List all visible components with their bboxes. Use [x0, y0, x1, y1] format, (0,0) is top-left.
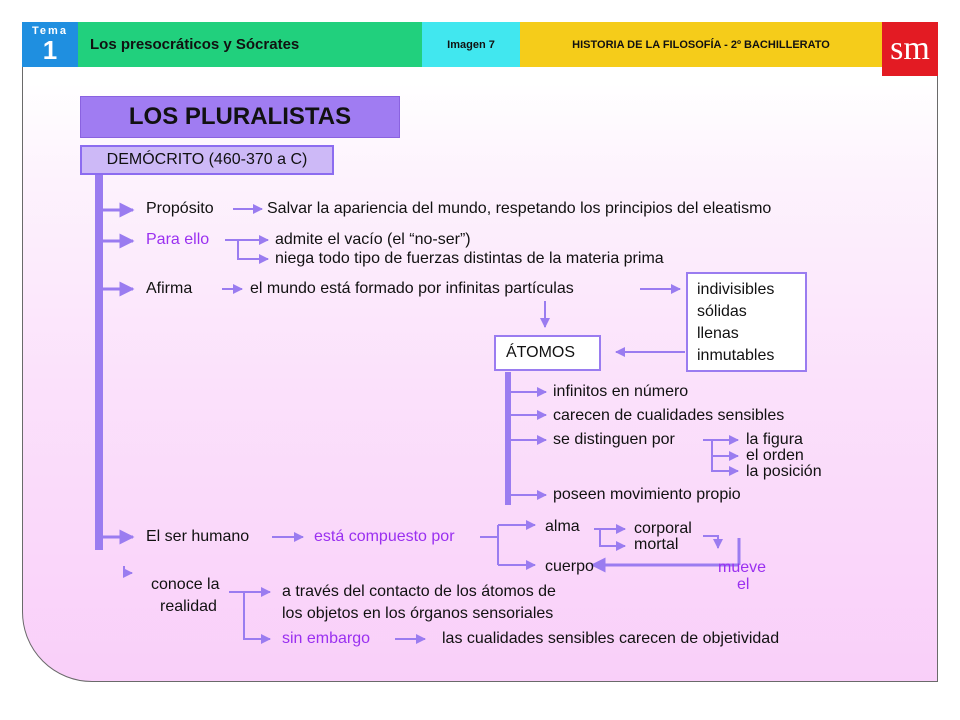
atomos-item-distinguen: se distinguen por [553, 431, 675, 448]
sin-embargo-label: sin embargo [282, 630, 371, 647]
cualidades-text: las cualidades sensibles carecen de objetividad [442, 630, 780, 647]
atomos-label: ÁTOMOS [506, 344, 576, 361]
mueve-el-label: el [737, 576, 750, 593]
traves-line2: los objetos en los órganos sensoriales [282, 605, 554, 622]
distinguen-figura: la figura [746, 431, 803, 448]
proposito-text: Salvar la apariencia del mundo, respetando los principios del eleatismo [267, 200, 772, 217]
atomos-item-poseen: poseen movimiento propio [553, 486, 741, 503]
header-imagen: Imagen 7 [422, 22, 520, 67]
cuerpo-label: cuerpo [545, 558, 594, 575]
corporal-label: corporal [634, 520, 692, 537]
subtitle-democrito: DEMÓCRITO (460-370 a C) [80, 145, 334, 175]
traves-line1: a través del contacto de los átomos de [282, 583, 556, 600]
compuesto-label: está compuesto por [314, 528, 455, 545]
proposito-label: Propósito [146, 200, 214, 217]
conoce-line1: conoce la [151, 576, 220, 593]
afirma-text: el mundo está formado por infinitas partículas [250, 280, 574, 297]
header-title: Los presocráticos y Sócrates [78, 22, 422, 67]
alma-label: alma [545, 518, 580, 535]
mortal-label: mortal [634, 536, 679, 553]
ser-humano-label: El ser humano [146, 528, 250, 545]
tema-number: 1 [42, 35, 58, 65]
property-item: inmutables [697, 347, 775, 364]
para-ello-vacio: admite el vacío (el “no-ser”) [275, 231, 471, 248]
para-ello-fuerzas: niega todo tipo de fuerzas distintas de la materia prima [275, 250, 664, 267]
main-title: LOS PLURALISTAS [80, 96, 400, 138]
para-ello-label: Para ello [146, 231, 210, 248]
tema-label: Tema [32, 25, 68, 37]
afirma-label: Afirma [146, 280, 193, 297]
atomos-item-infinitos: infinitos en número [553, 383, 689, 400]
atomos-item-carecen: carecen de cualidades sensibles [553, 407, 785, 424]
conoce-line2: realidad [160, 598, 217, 615]
property-item: indivisibles [697, 281, 775, 298]
distinguen-orden: el orden [746, 447, 804, 464]
property-item: sólidas [697, 303, 747, 320]
logo-text: sm [890, 30, 930, 67]
header-history: HISTORIA DE LA FILOSOFÍA - 2º BACHILLERATO [520, 22, 882, 67]
mueve-label: mueve [718, 559, 767, 576]
distinguen-posicion: la posición [746, 463, 822, 480]
property-item: llenas [697, 325, 739, 342]
